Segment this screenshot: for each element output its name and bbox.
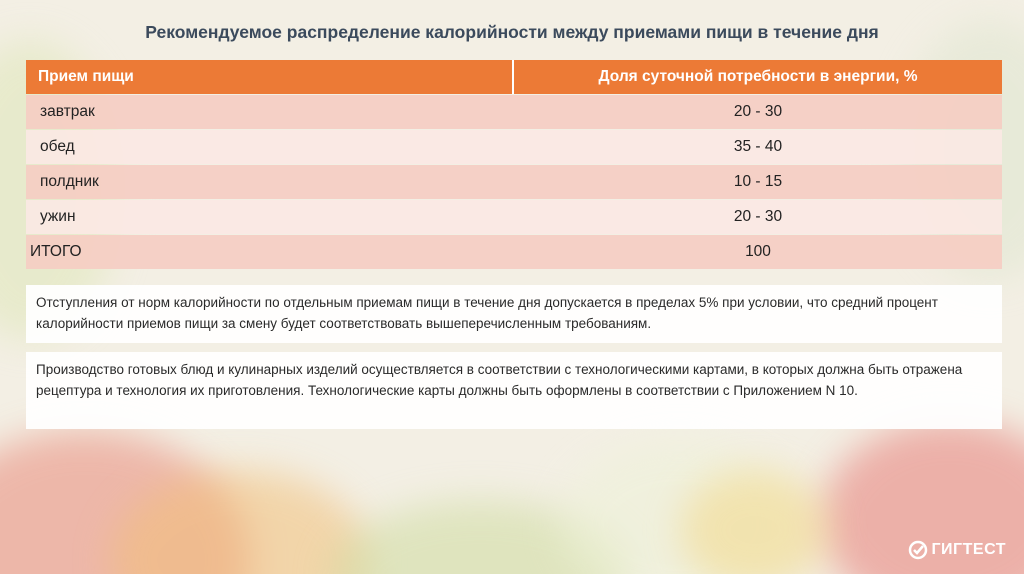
share-cell: 20 - 30 [733, 208, 783, 225]
logo-text: ГИГТЕСТ [931, 541, 1006, 558]
calorie-table [26, 60, 1002, 269]
header-meal: Прием пищи [26, 60, 514, 94]
table-header-row [26, 60, 1002, 94]
table-row [26, 130, 1002, 164]
page-title: Рекомендуемое распределение калорийности между приемами пищи в течение дня [145, 22, 879, 42]
meal-cell: полдник [40, 173, 99, 190]
table-row [26, 200, 1002, 234]
brand-logo [908, 540, 1006, 560]
note-technology-cards: Производство готовых блюд и кулинарных изделий осуществляется в соответствии с технологическими картами, в которых должна быть отражена рецептура и технология их приготовления. Технологические карты должны быть оформлены в соответствии с Приложением N 10. [26, 352, 1002, 429]
meal-cell: обед [40, 138, 75, 155]
share-cell: 100 [745, 243, 771, 260]
meal-cell: ужин [40, 208, 76, 225]
table-row [26, 95, 1002, 129]
share-cell: 10 - 15 [733, 173, 783, 190]
share-cell: 20 - 30 [733, 103, 783, 120]
header-energy-share: Доля суточной потребности в энергии, % [598, 68, 918, 85]
meal-cell: ИТОГО [30, 243, 82, 260]
table-row [26, 165, 1002, 199]
meal-cell: завтрак [40, 103, 95, 120]
note-deviation: Отступления от норм калорийности по отдельным приемам пищи в течение дня допускается в пределах 5% при условии, что средний процент калорийности приемов пищи за смену будет соответствовать вышеперечисленным требованиям. [26, 285, 1002, 343]
share-cell: 35 - 40 [733, 138, 783, 155]
check-circle-icon [908, 540, 928, 560]
table-total-row [26, 235, 1002, 269]
